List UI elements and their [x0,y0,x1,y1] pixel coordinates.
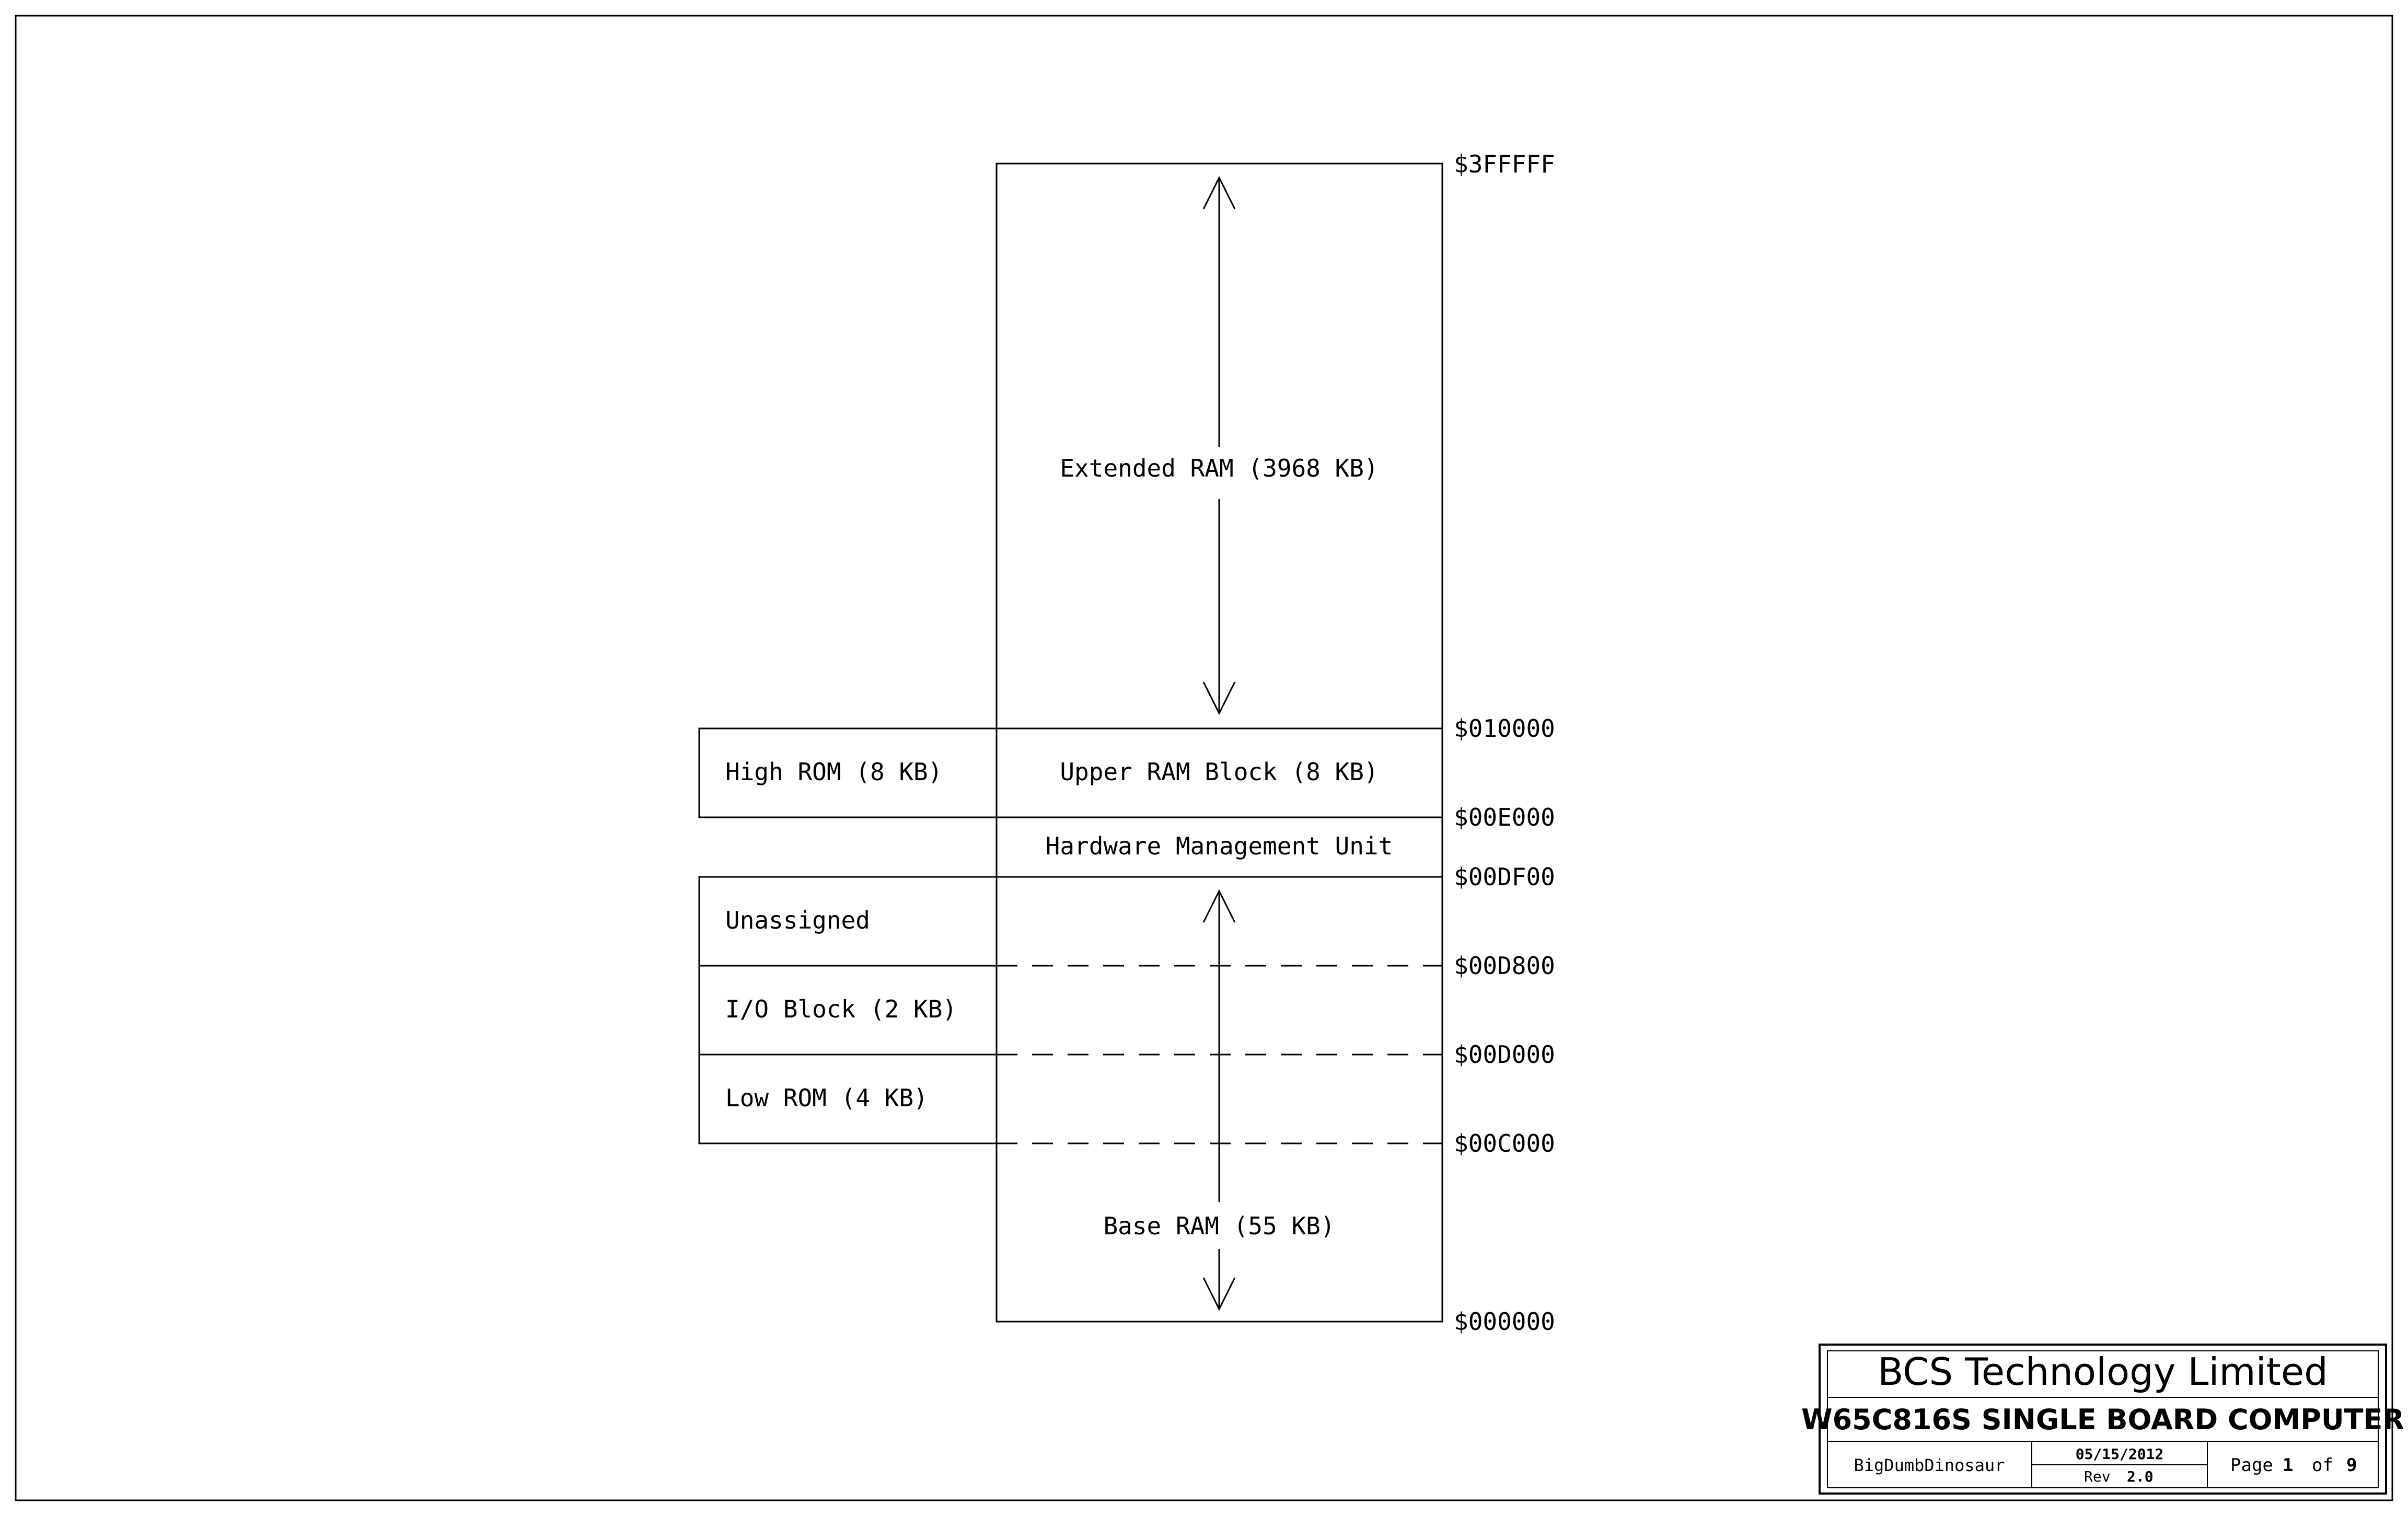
page-total: 9 [2346,1455,2357,1476]
address-00d000: $00D000 [1454,1040,1555,1069]
revision-label: Rev [2084,1468,2111,1485]
title-block [1801,1345,2404,1494]
drawing-date: 05/15/2012 [2075,1445,2164,1463]
extended-ram-label: Extended RAM (3968 KB) [1060,454,1379,482]
address-00df00: $00DF00 [1454,863,1555,891]
upper-ram-label: Upper RAM Block (8 KB) [1060,758,1379,786]
unassigned-label: Unassigned [725,906,870,934]
author-name: BigDumbDinosaur [1854,1455,2005,1475]
io-block-label: I/O Block (2 KB) [725,995,957,1023]
page-label: Page [2230,1455,2273,1476]
address-000000: $000000 [1454,1307,1555,1336]
page-number: 1 [2283,1455,2294,1476]
revision-value: 2.0 [2127,1468,2154,1485]
low-rom-label: Low ROM (4 KB) [725,1084,928,1112]
extended-ram-arrow [1203,178,1235,713]
address-010000: $010000 [1454,714,1555,743]
address-00e000: $00E000 [1454,803,1555,831]
page-of-label: of [2312,1455,2333,1476]
hmu-label: Hardware Management Unit [1045,832,1393,860]
drawing-title: W65C816S SINGLE BOARD COMPUTER [1801,1403,2404,1436]
base-ram-arrow [1203,891,1235,1309]
high-rom-label: High ROM (8 KB) [725,758,943,786]
address-3fffff: $3FFFFF [1454,150,1555,178]
base-ram-label: Base RAM (55 KB) [1103,1212,1335,1240]
address-00d800: $00D800 [1454,952,1555,980]
address-00c000: $00C000 [1454,1129,1555,1158]
company-name: BCS Technology Limited [1878,1350,2328,1394]
